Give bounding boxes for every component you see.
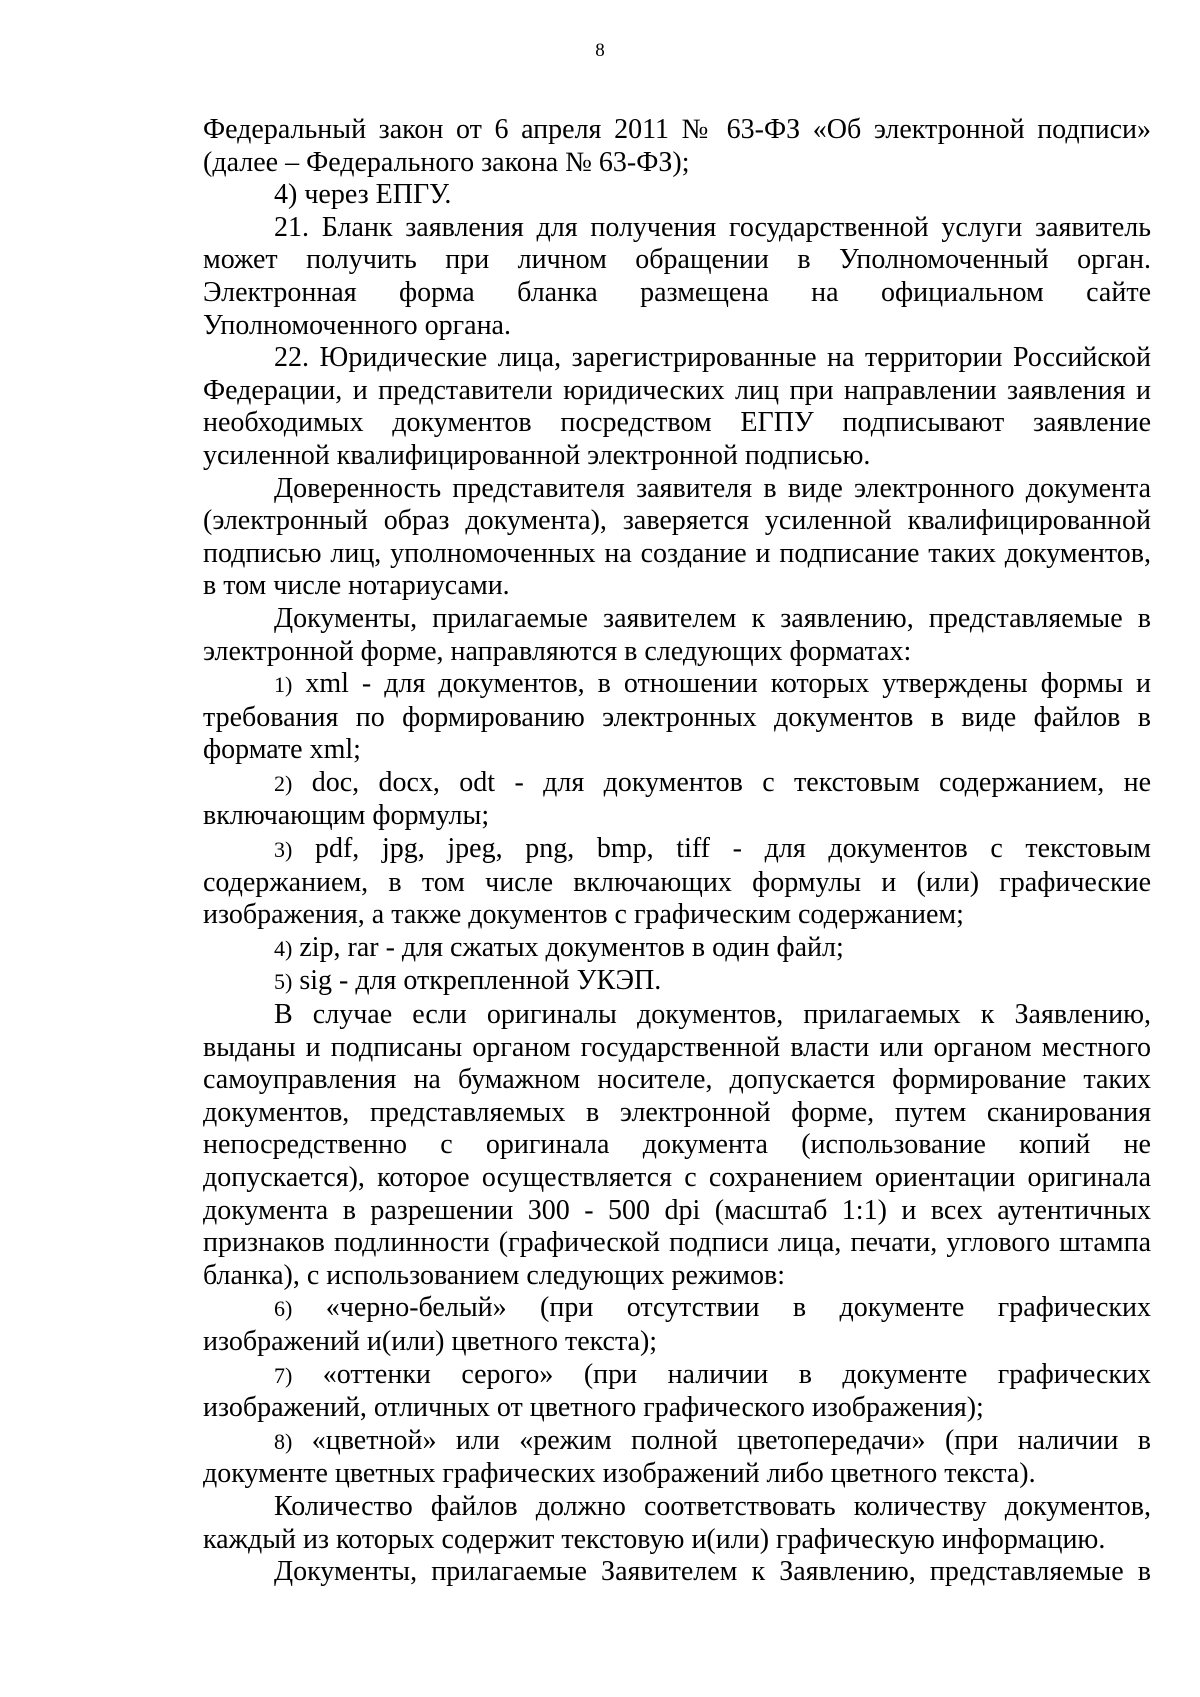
list-number: 8) bbox=[274, 1428, 293, 1454]
list-number: 7) bbox=[274, 1362, 293, 1388]
list-number: 6) bbox=[274, 1296, 293, 1322]
list-number: 5) bbox=[274, 969, 293, 995]
list-text: «цветной» или «режим полной цветопередачи» (при наличии в документе цветных графических изображений либо цветного текста). bbox=[203, 1424, 1151, 1490]
list-text: zip, rar - для сжатых документов в один файл; bbox=[299, 931, 844, 963]
paragraph-law-reference: Федеральный закон от 6 апреля 2011 № 63-ФЗ «Об электронной подписи» (далее – Федерального закона № 63-ФЗ); bbox=[203, 114, 1151, 178]
paragraph-formats-intro: Документы, прилагаемые заявителем к заявлению, представляемые в электронной форме, направляются в следующих форматах: bbox=[203, 602, 1151, 667]
list-item-mode-8 bbox=[203, 1425, 1151, 1491]
paragraph-continued: Документы, прилагаемые Заявителем к Заявлению, представляемые в bbox=[274, 1556, 1151, 1588]
list-text: sig - для открепленной УКЭП. bbox=[299, 965, 662, 997]
list-item-format-5 bbox=[203, 965, 1151, 999]
list-item-format-4 bbox=[203, 932, 1151, 966]
list-number: 4) bbox=[274, 935, 293, 961]
paragraph-power-of-attorney: Доверенность представителя заявителя в виде электронного документа (электронный образ документа), заверяется усиленной квалифицированной подписью лиц, уполномоченных на создание и подписание таких документов, в том числе нотариусами. bbox=[203, 472, 1151, 602]
list-text: «оттенки серого» (при наличии в документе графических изображений, отличных от цветного графического изображения); bbox=[203, 1358, 1151, 1424]
page-number: 8 bbox=[595, 40, 605, 61]
list-text: «черно-белый» (при отсутствии в документе графических изображений и(или) цветного текста); bbox=[203, 1292, 1151, 1357]
list-item-mode-7 bbox=[203, 1359, 1151, 1425]
list-number: 1) bbox=[274, 672, 293, 698]
document-body bbox=[203, 114, 1151, 1589]
list-item-format-3 bbox=[203, 833, 1151, 932]
paragraph-file-count: Количество файлов должно соответствовать количеству документов, каждый из которых содержит текстовую и(или) графическую информацию. bbox=[203, 1490, 1151, 1555]
list-number: 2) bbox=[274, 770, 293, 796]
list-text: doc, docx, odt - для документов с текстовым содержанием, не включающим формулы; bbox=[203, 766, 1152, 832]
list-number: 3) bbox=[274, 837, 293, 863]
list-text: pdf, jpg, jpeg, png, bmp, tiff - для документов с текстовым содержанием, в том числе включающих формулы и (или) графические изображения, а также документов с графическим содержанием; bbox=[203, 833, 1152, 931]
list-item-format-1 bbox=[203, 668, 1151, 767]
paragraph-epgu: 4) через ЕПГУ. bbox=[274, 179, 452, 211]
list-item-format-2 bbox=[203, 767, 1151, 833]
paragraph-21: 21. Бланк заявления для получения государственной услуги заявитель может получить при личном обращении в Уполномоченный орган. Электронная форма бланка размещена на официальном сайте Уполномоченного органа. bbox=[203, 211, 1151, 341]
list-text: xml - для документов, в отношении которых утверждены формы и требования по формированию электронных документов в виде файлов в формате xml; bbox=[203, 668, 1152, 766]
paragraph-22: 22. Юридические лица, зарегистрированные на территории Российской Федерации, и представители юридических лиц при направлении заявления и необходимых документов посредством ЕГПУ подписывают заявление усиленной квалифицированной электронной подписью. bbox=[203, 342, 1151, 471]
paragraph-scanning: В случае если оригиналы документов, прилагаемых к Заявлению, выданы и подписаны органом государственной власти или органом местного самоуправления на бумажном носителе, допускается формирование таких документов, представляемых в электронной форме, путем сканирования непосредственно с оригинала документа (использование копий не допускается), которое осуществляется с сохранением ориентации оригинала документа в разрешении 300 - 500 dpi (масштаб 1:1) и всех аутентичных признаков подлинности (графической подписи лица, печати, углового штампа бланка), с использованием следующих режимов: bbox=[203, 999, 1151, 1291]
list-item-mode-6 bbox=[203, 1292, 1151, 1358]
